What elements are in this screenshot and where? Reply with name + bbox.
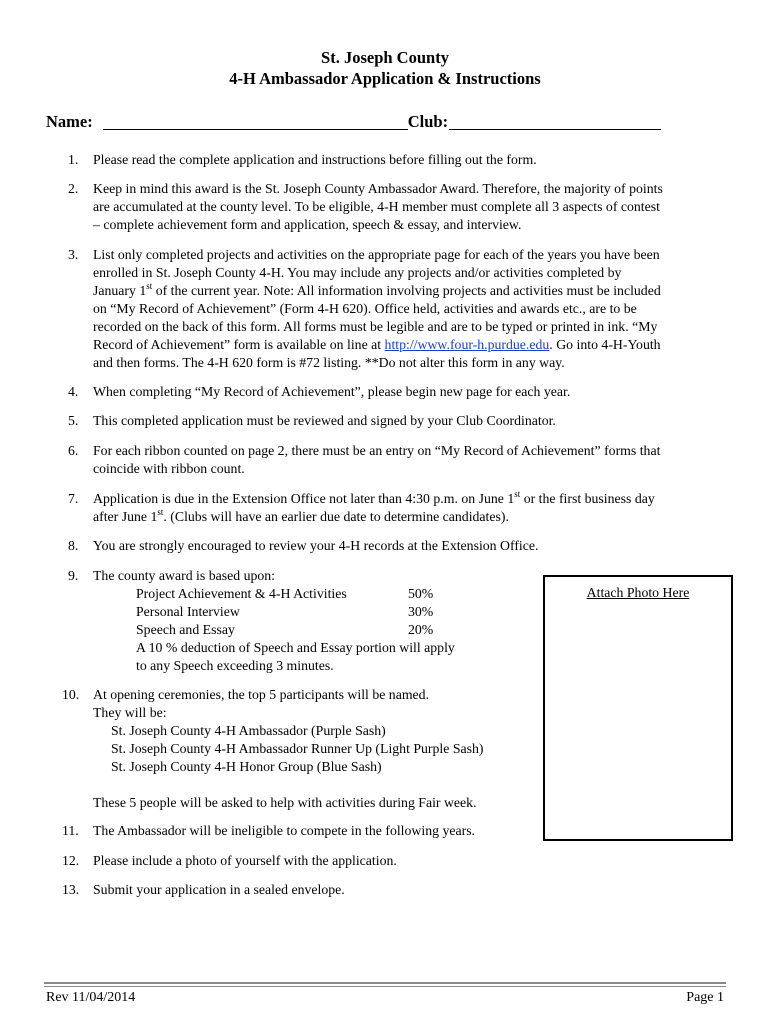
criteria-row [136, 603, 455, 621]
award-criteria-table [136, 585, 455, 675]
criteria-percent: 50% [408, 586, 434, 601]
item-number: 10. [62, 687, 80, 702]
revision-date: Rev 11/04/2014 [46, 990, 136, 1005]
purdue-4h-link[interactable]: http://www.four-h.purdue.edu [384, 337, 550, 352]
item-number: 6. [68, 443, 79, 458]
item-text: are accumulated at the county level. To be eligible, 4-H member must complete all 3 aspects of contest [93, 199, 660, 214]
item-text: You are strongly encouraged to review your 4-H records at the Extension Office. [93, 538, 539, 553]
club-field-line[interactable] [449, 111, 661, 130]
footer-divider-thin [44, 986, 726, 987]
name-field-line[interactable] [103, 111, 408, 130]
item-text: and then forms. The 4-H 620 form is #72 listing. **Do not alter this form in any way. [93, 355, 565, 370]
item-text: Record of Achievement” form is available on line at http://www.four-h.purdue.edu. Go into 4-H-Youth [93, 337, 661, 352]
photo-box-label: Attach Photo Here [586, 585, 690, 600]
item-text: coincide with ribbon count. [93, 461, 245, 476]
item-text: January 1st of the current year. Note: All information involving projects and activities must be included [93, 281, 661, 298]
item-number: 11. [62, 823, 79, 838]
award-title: St. Joseph County 4-H Ambassador (Purple Sash) [111, 723, 386, 738]
award-title: St. Joseph County 4-H Ambassador Runner Up (Light Purple Sash) [111, 741, 484, 756]
criteria-percent: 20% [408, 622, 434, 637]
criteria-note: A 10 % deduction of Speech and Essay portion will apply [136, 640, 455, 655]
item-text: on “My Record of Achievement” (Form 4-H 620). Office held, activities and awards etc., are to be [93, 301, 637, 316]
item-text: Please read the complete application and instructions before filling out the form. [93, 152, 537, 167]
item-text: The Ambassador will be ineligible to compete in the following years. [93, 823, 476, 838]
criteria-row [136, 585, 455, 603]
item-number: 12. [62, 853, 80, 868]
document-title-county: St. Joseph County [321, 48, 449, 67]
item-text: The county award is based upon: [93, 568, 275, 583]
criteria-row [136, 621, 455, 639]
criteria-label: Personal Interview [136, 604, 240, 619]
item-text: This completed application must be reviewed and signed by your Club Coordinator. [93, 413, 556, 428]
item-number: 5. [68, 413, 79, 428]
item-text: recorded on the back of this form. All forms must be legible and are to be typed or printed in ink. “My [93, 319, 658, 334]
document-title-application: 4-H Ambassador Application & Instructions [229, 69, 541, 88]
item-number: 7. [68, 491, 79, 506]
item-number: 9. [68, 568, 79, 583]
item-text: When completing “My Record of Achievement”, please begin new page for each year. [93, 384, 571, 399]
photo-attachment-box[interactable] [543, 575, 733, 841]
item-text: after June 1st. (Clubs will have an earlier due date to determine candidates). [93, 507, 509, 524]
item-number: 3. [68, 247, 79, 262]
criteria-label: Project Achievement & 4-H Activities [136, 586, 347, 601]
item-text: List only completed projects and activities on the appropriate page for each of the years you have been [93, 247, 660, 262]
item-text: For each ribbon counted on page 2, there must be an entry on “My Record of Achievement” forms that [93, 443, 661, 458]
award-title: St. Joseph County 4-H Honor Group (Blue Sash) [111, 759, 382, 774]
club-label: Club: [407, 112, 449, 131]
item-number: 1. [68, 152, 79, 167]
item-text: enrolled in St. Joseph County 4-H. You may include any projects and/or activities completed by [93, 265, 622, 280]
item-text: They will be: [93, 705, 167, 720]
criteria-label: Speech and Essay [136, 622, 235, 637]
item-text: Submit your application in a sealed envelope. [93, 882, 345, 897]
item-text: These 5 people will be asked to help with activities during Fair week. [93, 795, 477, 810]
item-text: – complete achievement form and application, speech & essay, and interview. [93, 217, 522, 232]
item-number: 13. [62, 882, 80, 897]
item-text: Application is due in the Extension Office not later than 4:30 p.m. on June 1st or the first business day [93, 489, 655, 506]
criteria-note: to any Speech exceeding 3 minutes. [136, 658, 334, 673]
item-number: 4. [68, 384, 79, 399]
item-text: Keep in mind this award is the St. Joseph County Ambassador Award. Therefore, the majority of points [93, 181, 663, 196]
page-number: Page 1 [686, 990, 724, 1005]
item-text: Please include a photo of yourself with the application. [93, 853, 397, 868]
name-label: Name: [46, 112, 93, 131]
criteria-percent: 30% [408, 604, 434, 619]
footer-divider-thick [44, 982, 726, 984]
name-club-row [46, 111, 661, 132]
item-text: At opening ceremonies, the top 5 participants will be named. [93, 687, 430, 702]
item-number: 2. [68, 181, 79, 196]
item-number: 8. [68, 538, 79, 553]
